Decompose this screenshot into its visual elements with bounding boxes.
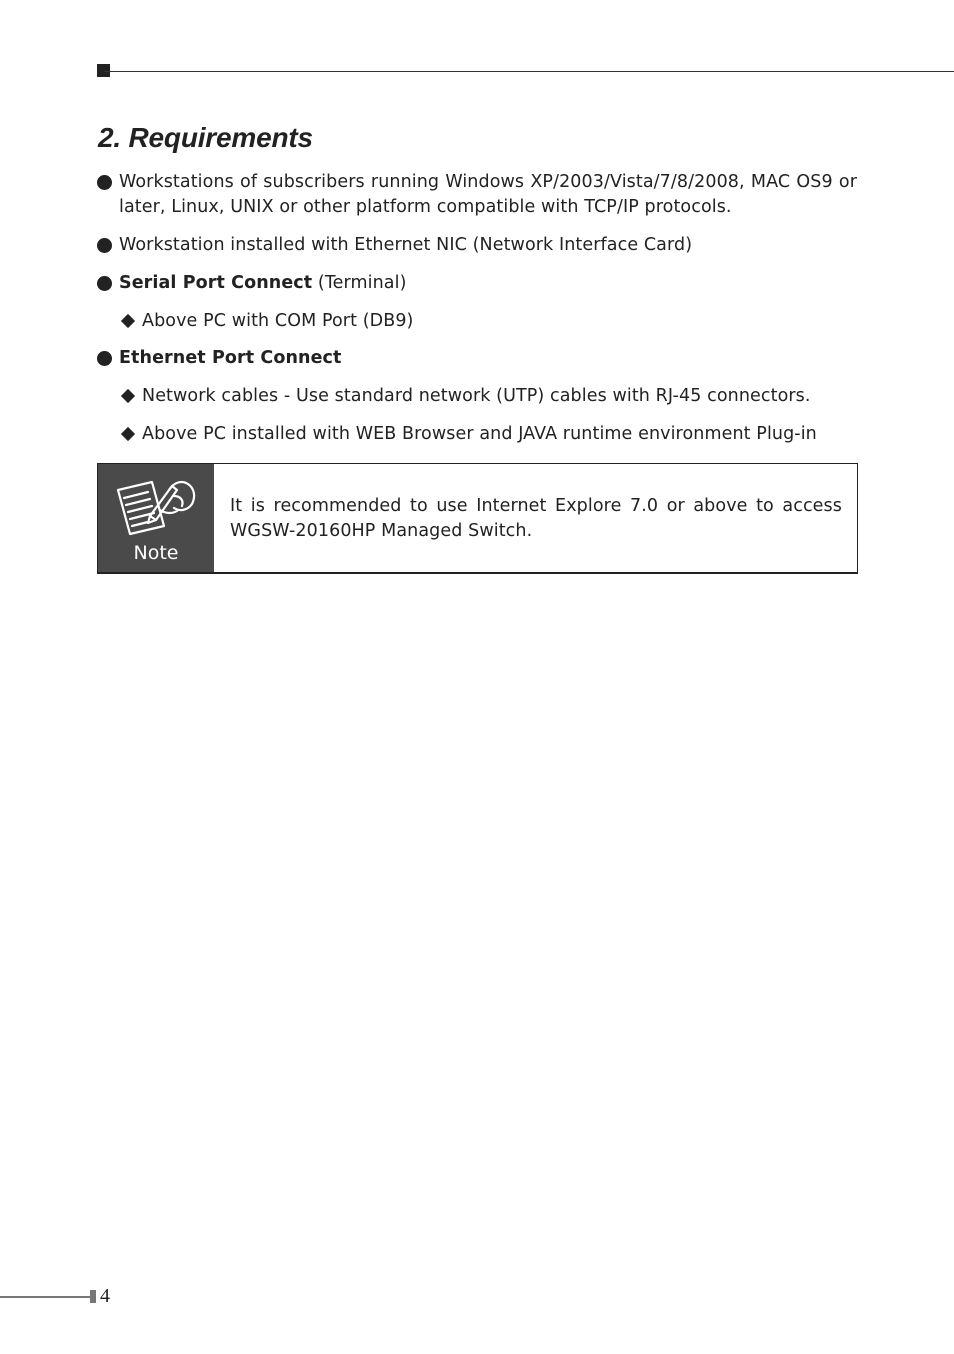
bullet-bold-label: Serial Port Connect [119, 273, 313, 293]
footer-rule [0, 1296, 91, 1298]
sub-item [121, 309, 861, 334]
note-label: Note [133, 542, 179, 564]
bullet-dot-icon [97, 238, 112, 253]
bullet-item [97, 233, 857, 258]
diamond-bullet-icon [121, 314, 135, 328]
sub-item-text: Above PC with COM Port (DB9) [142, 311, 414, 331]
bullet-item [97, 346, 857, 371]
header-rule [104, 71, 954, 72]
diamond-bullet-icon [121, 389, 135, 403]
page-number: 4 [100, 1285, 110, 1307]
bullet-text: Workstation installed with Ethernet NIC (Network Interface Card) [119, 235, 693, 255]
bullet-bold-label: Ethernet Port Connect [119, 348, 342, 368]
sub-item [121, 384, 861, 409]
bullet-item [97, 271, 857, 296]
sub-item-text: Above PC installed with WEB Browser and JAVA runtime environment Plug-in [142, 424, 817, 444]
sub-item [121, 422, 861, 447]
footer-marker [90, 1290, 96, 1303]
bullet-text: (Terminal) [312, 273, 407, 293]
bullet-dot-icon [97, 175, 112, 190]
note-writing-hand-icon [114, 476, 198, 540]
bullet-item [97, 170, 857, 220]
bullet-dot-icon [97, 351, 112, 366]
section-title: 2. Requirements [98, 122, 313, 153]
diamond-bullet-icon [121, 427, 135, 441]
sub-item-text: Network cables - Use standard network (UTP) cables with RJ-45 connectors. [142, 386, 811, 406]
bullet-dot-icon [97, 276, 112, 291]
bullet-text: Workstations of subscribers running Windows XP/2003/Vista/7/8/2008, MAC OS9 or later, Linux, UNIX or other platform compatible with TCP/IP protocols. [119, 172, 857, 217]
note-text: It is recommended to use Internet Explore 7.0 or above to access WGSW-20160HP Managed Switch. [230, 496, 842, 541]
note-icon-panel [98, 464, 214, 572]
note-box [97, 463, 858, 574]
